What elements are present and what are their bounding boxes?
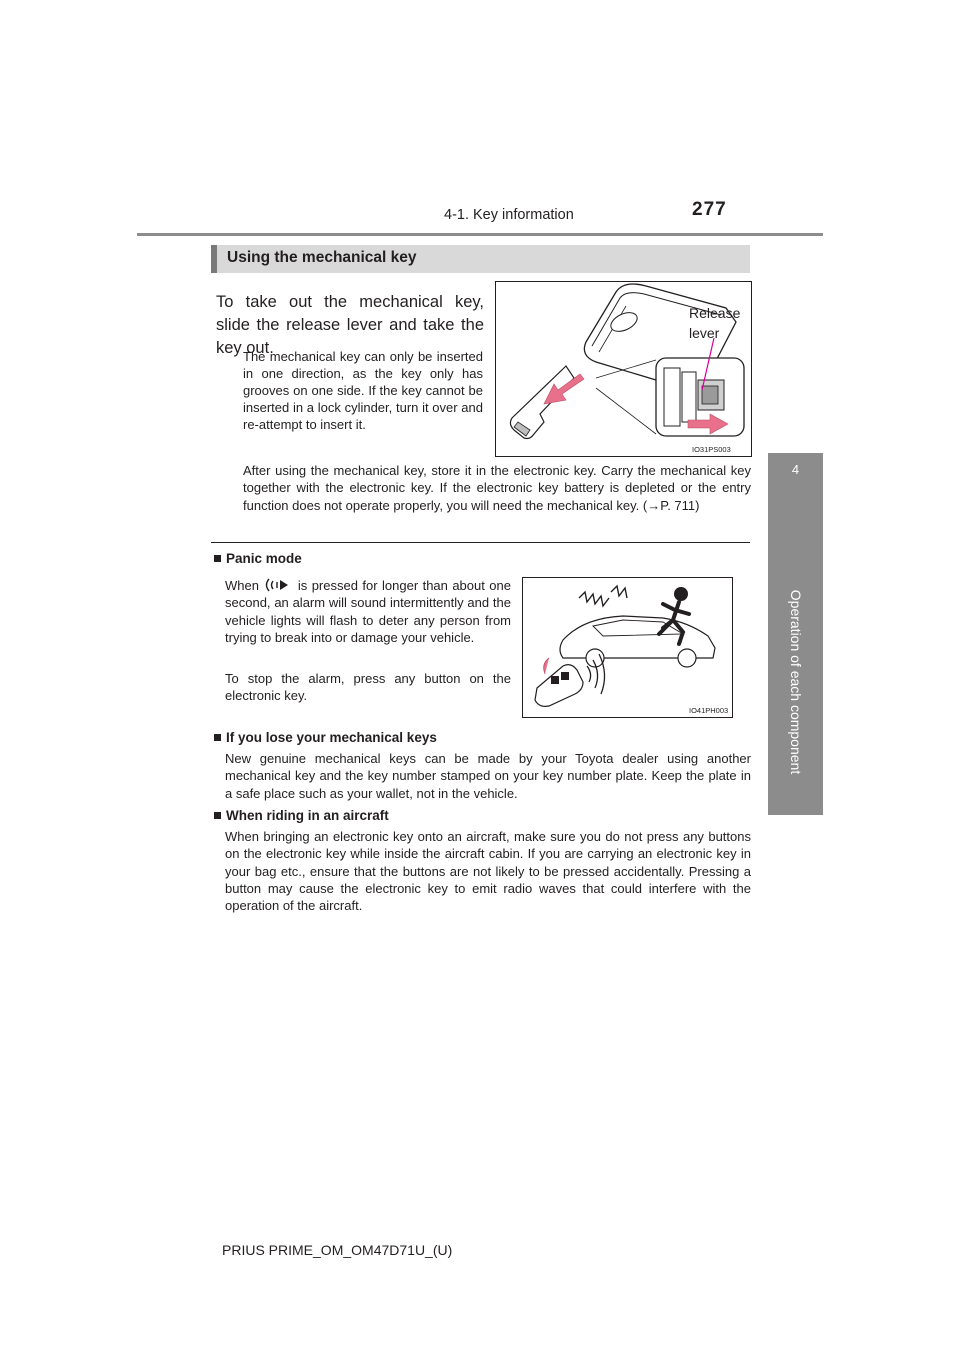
panic-mode-stop-text: To stop the alarm, press any button on the electronic key.	[225, 671, 511, 704]
header-divider	[137, 233, 823, 236]
lose-keys-heading	[214, 730, 437, 745]
aircraft-heading	[214, 808, 389, 823]
release-lever-label	[689, 303, 740, 343]
square-bullet-icon	[214, 734, 221, 741]
header-section-title: 4-1. Key information	[444, 207, 574, 223]
panic-mode-description	[225, 577, 511, 646]
panic-mode-figure	[522, 577, 733, 718]
mechanical-key-figure	[495, 281, 752, 457]
figure-code: IO31PS003	[692, 445, 731, 454]
lose-keys-heading-text: If you lose your mechanical keys	[226, 730, 437, 745]
release-lever-label-line1: Release	[689, 305, 741, 321]
chapter-tab-title	[768, 549, 823, 815]
panic-mode-heading	[214, 551, 302, 566]
mechanical-key-grooves-note: The mechanical key can only be inserted in one direction, as the key only has grooves on one side. If the key cannot be inserted in a lock cylinder, turn it over and re-attempt to insert it.	[243, 349, 483, 432]
mechanical-key-store-note: After using the mechanical key, store it in the electronic key. Carry the mechanical key together with the electronic key. If the electronic key battery is depleted or the entry function does not operate properly, you will need the mechanical key. (→P. 711)	[243, 463, 751, 513]
figure-code: IO41PH003	[689, 706, 729, 715]
aircraft-text: When bringing an electronic key onto an aircraft, make sure you do not press any buttons on the electronic key while inside the aircraft cabin. If you are carrying an electronic key in your bag etc., ensure that the buttons are not likely to be pressed accidentally. Pressing a button may cause the electronic key to emit radio waves that could interfere with the operation of the aircraft.	[225, 829, 751, 914]
footer-document-id: PRIUS PRIME_OM_OM47D71U_(U)	[222, 1242, 453, 1258]
square-bullet-icon	[214, 555, 221, 562]
release-lever-label-line2: lever	[689, 325, 720, 341]
panic-text-after-icon: is pressed for longer than about one second, an alarm will sound intermittently and the vehicle lights will flash to deter any person from trying to break into or damage your vehicle.	[225, 578, 511, 645]
page-number: 277	[692, 199, 727, 220]
chapter-tab-number	[768, 453, 823, 549]
panic-button-icon	[263, 577, 293, 593]
square-bullet-icon	[214, 812, 221, 819]
section-divider	[211, 542, 750, 543]
aircraft-heading-text: When riding in an aircraft	[226, 808, 389, 823]
chapter-title: Operation of each component	[787, 589, 804, 775]
panic-text-before-icon: When	[225, 578, 259, 593]
mechanical-key-intro: To take out the mechanical key, slide the release lever and take the key out.	[216, 293, 484, 357]
panic-alarm-illustration	[523, 578, 732, 717]
section-heading-text: Using the mechanical key	[227, 249, 417, 266]
panic-mode-heading-text: Panic mode	[226, 551, 302, 566]
lose-keys-text: New genuine mechanical keys can be made by your Toyota dealer using another mechanical key and the key number stamped on your key number plate. Keep the plate in a safe place such as your wallet, not in the vehicle.	[225, 751, 751, 801]
chapter-number: 4	[791, 462, 800, 477]
section-heading	[211, 245, 750, 273]
